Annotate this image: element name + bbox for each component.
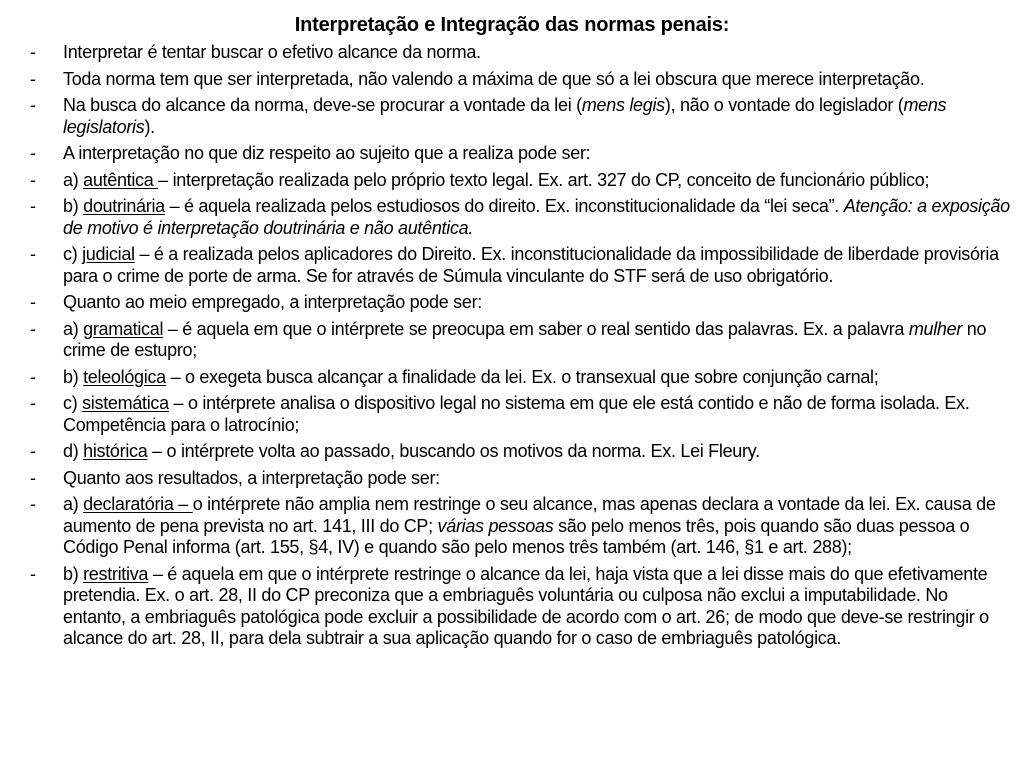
bullet-text	[63, 69, 924, 89]
bullet-text	[63, 468, 440, 488]
bullet-text	[63, 564, 989, 649]
text-segment: mulher	[908, 318, 963, 339]
text-segment: – é aquela em que o intérprete restringe o alcance da lei, haja vista que a lei disse mais do que efetivamente pretendia. Ex. o art. 28, II do CP preconiza que a embriaguês voluntária ou culposa não exclui a imputabilidade. No entanto, a embriaguês patológica pode excluir a possibilidade de acordo com o art. 26; de modo que deve-se restringir o alcance do art. 28, II, para dela subtrair a sua aplicação quando for o caso de embriaguês patológica.	[63, 563, 989, 648]
text-segment: – o intérprete volta ao passado, buscando os motivos da norma. Ex. Lei Fleury.	[147, 441, 760, 461]
text-segment: sistemática	[82, 393, 169, 413]
bullet-dash: -	[30, 196, 36, 216]
text-segment: ), não o vontade do legislador (	[664, 95, 904, 115]
text-segment: teleológica	[83, 366, 166, 387]
text-segment: Quanto aos resultados, a interpretação pode ser:	[63, 467, 440, 488]
text-segment: d)	[63, 441, 84, 461]
bullet-text	[63, 393, 970, 435]
bullet-item	[0, 69, 1024, 91]
text-segment: – o intérprete analisa o dispositivo legal no sistema em que ele está contido e não de forma isolada. Ex. Competência para o latrocínio;	[63, 393, 970, 435]
text-segment: – interpretação realizada pelo próprio texto legal. Ex. art. 327 do CP, conceito de funcionário público;	[158, 169, 930, 190]
bullet-item	[0, 244, 1024, 287]
bullet-text	[63, 244, 999, 286]
bullet-text	[63, 319, 986, 361]
bullet-item	[0, 441, 1024, 463]
text-segment: são pelo menos três, pois quando são duas pessoa o Código Penal informa (art. 155, §4, IV) e quando são pelo menos três também (art. 146, §1 e art. 288);	[63, 515, 970, 557]
bullet-text	[63, 292, 482, 312]
text-segment: b)	[63, 563, 84, 584]
text-segment: autêntica	[83, 169, 159, 190]
bullet-list	[0, 42, 1024, 650]
bullet-text	[63, 441, 760, 461]
bullet-text	[63, 95, 946, 137]
text-segment: mens legislatoris	[63, 95, 947, 137]
text-segment: Atenção: a exposição de motivo é interpretação doutrinária e não autêntica.	[63, 196, 1010, 238]
bullet-item	[0, 494, 1024, 559]
text-segment: ).	[144, 116, 155, 137]
text-segment: Na busca do alcance da norma, deve-se procurar a vontade da lei (	[63, 95, 582, 115]
bullet-dash: -	[30, 95, 36, 115]
text-segment: Interpretar é tentar buscar o efetivo alcance da norma.	[63, 42, 481, 62]
text-segment: c)	[63, 393, 83, 413]
text-segment: várias pessoas	[437, 515, 554, 536]
text-segment: gramatical	[83, 318, 164, 339]
text-segment: Quanto ao meio empregado, a interpretação pode ser:	[63, 292, 482, 312]
bullet-text	[63, 170, 929, 190]
text-segment: no crime de estupro;	[63, 318, 987, 360]
bullet-dash: -	[30, 494, 36, 514]
text-segment: declaratória –	[83, 494, 193, 514]
bullet-dash: -	[30, 467, 36, 488]
bullet-text	[63, 367, 878, 387]
text-segment: c)	[63, 244, 83, 264]
text-segment: – é a realizada pelos aplicadores do Direito. Ex. inconstitucionalidade da impossibilidade de liberdade provisória para o crime de porte de arma. Se for através de Súmula vinculante do STF será de uso obrigatório.	[63, 244, 999, 286]
bullet-item	[0, 393, 1024, 436]
text-segment: mens legis	[581, 95, 665, 115]
text-segment: a)	[63, 494, 84, 514]
bullet-dash: -	[30, 42, 36, 62]
text-segment: A interpretação no que diz respeito ao sujeito que a realiza pode ser:	[63, 143, 591, 163]
text-segment: restritiva	[83, 563, 149, 584]
bullet-item	[0, 292, 1024, 314]
text-segment: – é aquela em que o intérprete se preocupa em saber o real sentido das palavras. Ex. a palavra	[163, 318, 909, 339]
text-segment: histórica	[83, 441, 148, 461]
bullet-text	[63, 494, 996, 557]
bullet-dash: -	[30, 68, 36, 89]
bullet-dash: -	[30, 169, 36, 190]
text-segment: a)	[63, 169, 84, 190]
bullet-dash: -	[30, 366, 36, 387]
bullet-item	[0, 143, 1024, 165]
bullet-item	[0, 319, 1024, 362]
text-segment: – o exegeta busca alcançar a finalidade da lei. Ex. o transexual que sobre conjunção carnal;	[165, 366, 879, 387]
text-segment: doutrinária	[83, 196, 165, 216]
bullet-item	[0, 367, 1024, 389]
text-segment: Toda norma tem que ser interpretada, não valendo a máxima de que só a lei obscura que merece interpretação.	[63, 68, 925, 89]
bullet-text	[63, 143, 590, 163]
text-segment: o intérprete não amplia nem restringe o seu alcance, mas apenas declara a vontade da lei. Ex. causa de aumento de pena prevista no art. 141, III do CP;	[63, 494, 996, 536]
text-segment: b)	[63, 196, 84, 216]
bullet-dash: -	[30, 318, 36, 339]
text-segment: judicial	[82, 244, 135, 264]
bullet-dash: -	[30, 143, 36, 163]
bullet-dash: -	[30, 292, 36, 312]
bullet-item	[0, 170, 1024, 192]
bullet-item	[0, 468, 1024, 490]
bullet-item	[0, 95, 1024, 138]
bullet-dash: -	[30, 563, 36, 584]
bullet-item	[0, 564, 1024, 650]
text-segment: – é aquela realizada pelos estudiosos do direito. Ex. inconstitucionalidade da “lei seca”.	[164, 196, 844, 216]
page-title: Interpretação e Integração das normas penais:	[294, 14, 730, 36]
bullet-text	[63, 196, 1010, 238]
text-segment: b)	[63, 366, 84, 387]
bullet-dash: -	[30, 244, 36, 264]
bullet-dash: -	[30, 393, 36, 413]
text-segment: a)	[63, 318, 84, 339]
bullet-text	[63, 42, 481, 62]
bullet-dash: -	[30, 441, 36, 461]
bullet-item	[0, 196, 1024, 239]
bullet-item	[0, 42, 1024, 64]
